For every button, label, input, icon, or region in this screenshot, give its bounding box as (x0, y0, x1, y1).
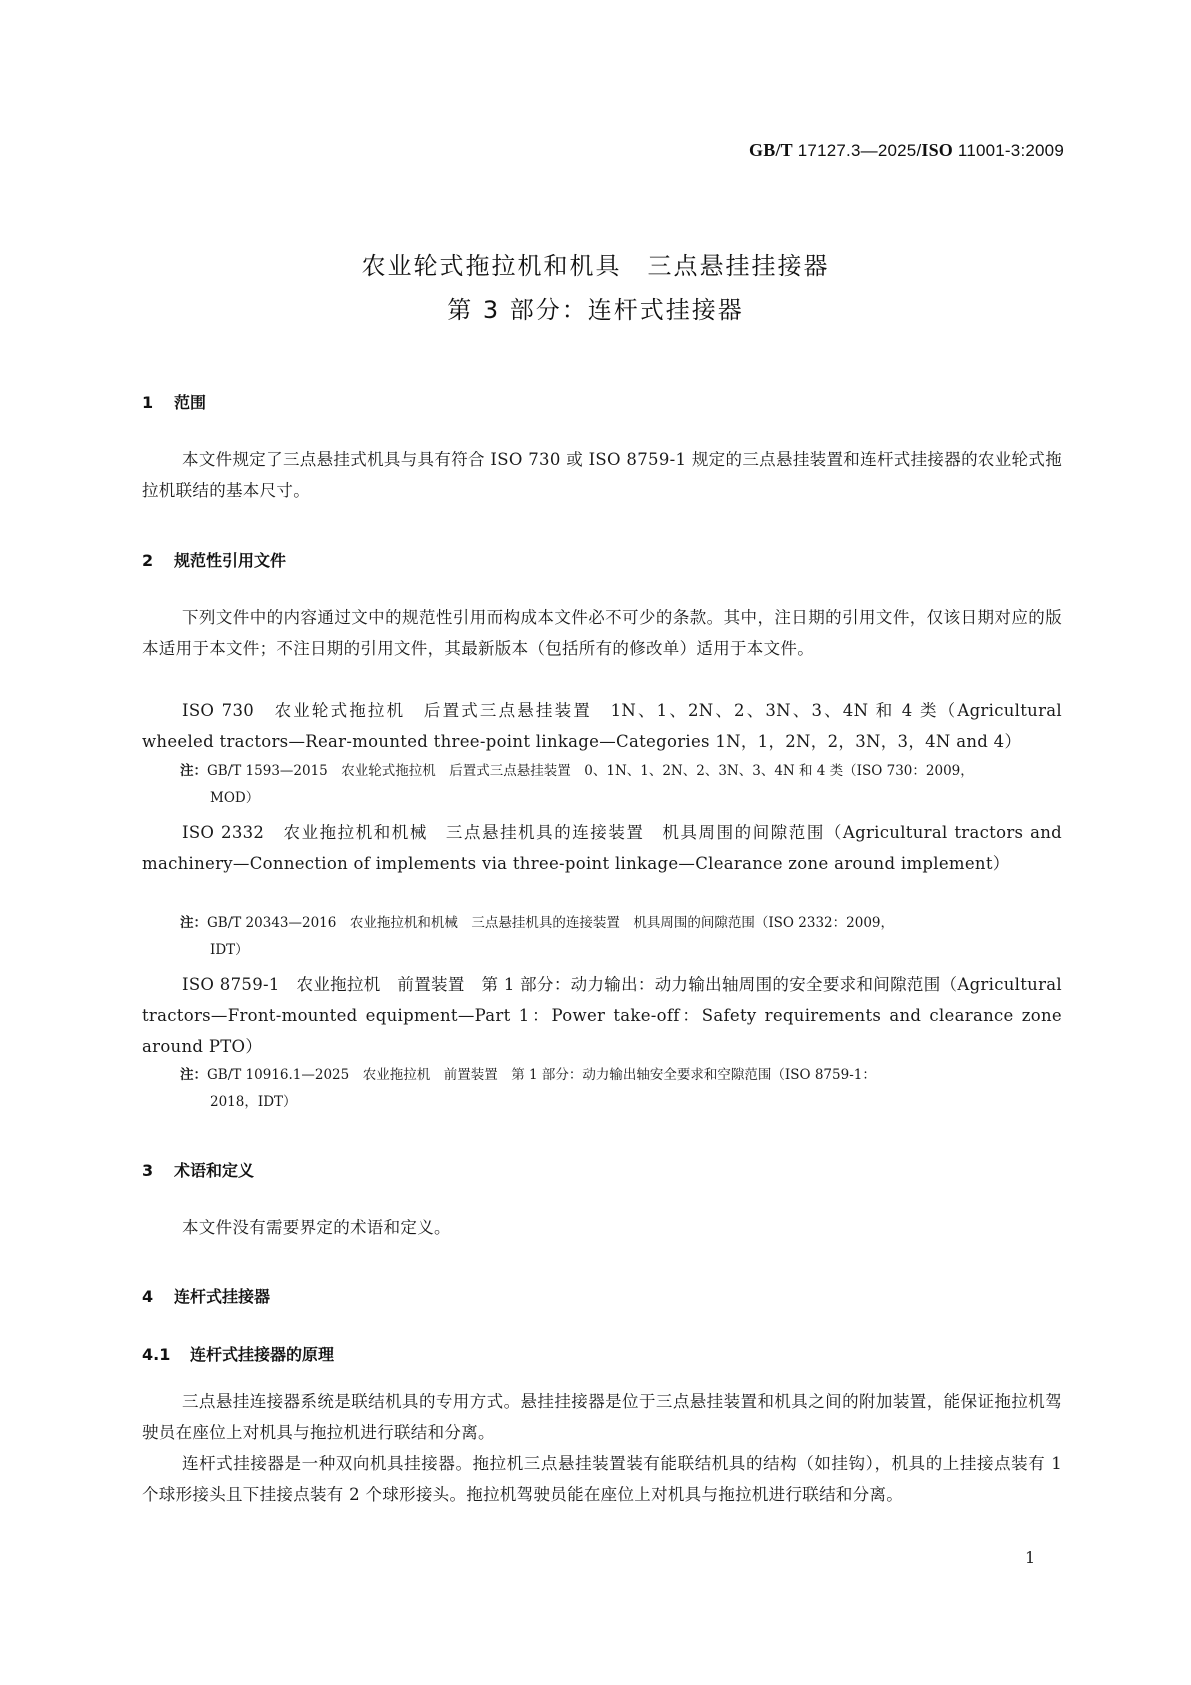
note-text: GB/T 10916.1—2025 农业拖拉机 前置装置 第 1 部分：动力输出轴安全要求和空隙范围（ISO 8759-1： (207, 1067, 876, 1083)
section-3-heading (142, 1158, 254, 1181)
gbt-prefix: GB/T (749, 140, 793, 160)
section-2-intro: 下列文件中的内容通过文中的规范性引用而构成本文件必不可少的条款。其中，注日期的引用文件，仅该日期对应的版本适用于本文件；不注日期的引用文件，其最新版本（包括所有的修改单）适用于本文件。 (142, 608, 1062, 658)
section-4-1-paragraph-1: 三点悬挂连接器系统是联结机具的专用方式。悬挂挂接器是位于三点悬挂装置和机具之间的附加装置，能保证拖拉机驾驶员在座位上对机具与拖拉机进行联结和分离。 (142, 1392, 1062, 1442)
section-title: 范围 (174, 393, 207, 412)
section-3-paragraph: 本文件没有需要界定的术语和定义。 (182, 1218, 451, 1237)
section-title: 连杆式挂接器 (174, 1287, 271, 1306)
section-number: 3 (142, 1161, 154, 1180)
subsection-title: 连杆式挂接器的原理 (190, 1345, 335, 1364)
section-1-paragraph: 本文件规定了三点悬挂式机具与具有符合 ISO 730 或 ISO 8759-1 规定的三点悬挂装置和连杆式挂接器的农业轮式拖拉机联结的基本尺寸。 (142, 450, 1062, 500)
reference-iso-730: ISO 730 农业轮式拖拉机 后置式三点悬挂装置 1N、1、2N、2、3N、3、4N 和 4 类（Agricultural wheeled tractors—Rear-mounted three-point linkage—Categories 1N，1，2N，2，3N，3，4N and 4） (142, 701, 1062, 751)
standard-code (749, 140, 1064, 161)
note-continuation: MOD） (210, 790, 260, 806)
page-number: 1 (1025, 1548, 1036, 1567)
reference-note-2 (180, 910, 1062, 964)
document-title-line2: 第 3 部分：连杆式挂接器 (447, 296, 744, 324)
note-text: GB/T 1593—2015 农业轮式拖拉机 后置式三点悬挂装置 0、1N、1、2N、2、3N、3、4N 和 4 类（ISO 730：2009， (207, 763, 974, 779)
section-4-heading (142, 1284, 270, 1307)
note-label: 注： (180, 763, 207, 779)
section-number: 1 (142, 393, 154, 412)
section-4-1-paragraph-2: 连杆式挂接器是一种双向机具挂接器。拖拉机三点悬挂装置装有能联结机具的结构（如挂钩），机具的上挂接点装有 1 个球形接头且下挂接点装有 2 个球形接头。拖拉机驾驶员能在座位上对机具与拖拉机进行联结和分离。 (142, 1454, 1062, 1504)
note-label: 注： (180, 1067, 207, 1083)
section-4-1-heading (142, 1342, 334, 1365)
reference-note-1 (180, 758, 1062, 812)
reference-iso-8759-1: ISO 8759-1 农业拖拉机 前置装置 第 1 部分：动力输出：动力输出轴周围的安全要求和间隙范围（Agricultural tractors—Front-mounted equipment—Part 1：Power take-off：Safety requirements and clearance zone around PTO） (142, 975, 1062, 1056)
section-1-heading (142, 390, 206, 413)
section-title: 术语和定义 (174, 1161, 255, 1180)
section-number: 2 (142, 551, 154, 570)
note-text: GB/T 20343—2016 农业拖拉机和机械 三点悬挂机具的连接装置 机具周围的间隙范围（ISO 2332：2009， (207, 915, 895, 931)
document-title-line1: 农业轮式拖拉机和机具 三点悬挂挂接器 (361, 252, 830, 280)
code-number: 17127.3—2025/ (792, 141, 922, 160)
section-title: 规范性引用文件 (174, 551, 287, 570)
reference-note-3 (180, 1062, 1062, 1116)
subsection-number: 4.1 (142, 1345, 171, 1364)
note-continuation: 2018，IDT） (210, 1094, 297, 1110)
section-number: 4 (142, 1287, 154, 1306)
reference-iso-2332: ISO 2332 农业拖拉机和机械 三点悬挂机具的连接装置 机具周围的间隙范围（Agricultural tractors and machinery—Connection of implements via three-point linkage—Clearance zone around implement） (142, 823, 1062, 873)
note-continuation: IDT） (210, 942, 249, 958)
iso-prefix: ISO (921, 140, 953, 160)
iso-number: 11001-3:2009 (953, 141, 1064, 160)
section-2-heading (142, 548, 286, 571)
note-label: 注： (180, 915, 207, 931)
